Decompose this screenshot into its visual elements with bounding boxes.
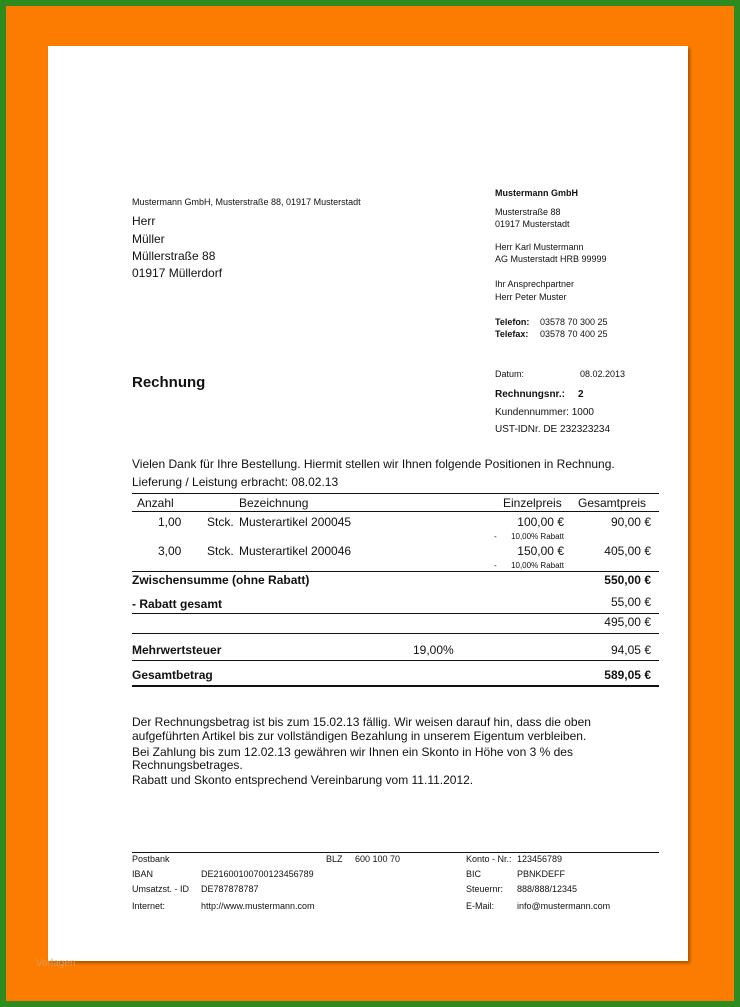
company-register: AG Musterstadt HRB 99999	[495, 254, 607, 264]
sender-line: Mustermann GmbH, Musterstraße 88, 01917 Musterstadt	[132, 197, 361, 207]
fax-value: 03578 70 400 25	[540, 329, 608, 339]
vat-label: Mehrwertsteuer	[132, 643, 222, 657]
footer-konto: 123456789	[517, 854, 563, 864]
footer-bic-label: BIC	[466, 869, 482, 879]
watermark-text: Vorlagen	[36, 958, 76, 969]
net-value: 495,00 €	[604, 615, 651, 629]
row1-qty: 1,00	[158, 515, 182, 529]
recipient-city: 01917 Müllerdorf	[132, 266, 223, 280]
subtotal-label: Zwischensumme (ohne Rabatt)	[132, 573, 310, 587]
invoice-number-value: 2	[578, 389, 584, 400]
total-label: Gesamtbetrag	[132, 668, 213, 682]
footer-rule	[132, 852, 659, 853]
invoice-page	[48, 46, 688, 961]
document-title: Rechnung	[132, 374, 206, 391]
note-line-2: aufgeführten Artikel bis zur vollständigen Bezahlung in unserem Eigentum verbleiben.	[132, 729, 587, 743]
table-header-rule	[132, 511, 659, 512]
row2-qty: 3,00	[158, 544, 182, 558]
company-city: 01917 Musterstadt	[495, 219, 570, 229]
col-header-unit: Einzelpreis	[503, 496, 562, 510]
date-value: 08.02.2013	[580, 369, 626, 379]
company-owner: Herr Karl Mustermann	[495, 242, 584, 252]
note-line-4: Rechnungsbetrages.	[132, 758, 243, 772]
recipient-name: Müller	[132, 232, 165, 246]
contact-label: Ihr Ansprechpartner	[495, 279, 575, 289]
col-header-total: Gesamtpreis	[578, 496, 647, 510]
row1-price: 100,00 €	[517, 515, 564, 529]
row1-discount-dash: -	[494, 532, 497, 541]
vat-id: UST-IDNr. DE 232323234	[495, 424, 611, 435]
footer-bank-label: Postbank	[132, 854, 170, 864]
discount-rule	[132, 613, 659, 614]
footer-iban-label: IBAN	[132, 869, 154, 879]
row2-unit-type: Stck.	[207, 544, 234, 558]
total-value: 589,05 €	[604, 668, 651, 682]
row2-discount-dash: -	[494, 561, 497, 570]
vat-value: 94,05 €	[610, 643, 651, 657]
col-header-qty: Anzahl	[137, 496, 174, 510]
row2-price: 150,00 €	[517, 544, 564, 558]
note-line-1: Der Rechnungsbetrag ist bis zum 15.02.13 fällig. Wir weisen darauf hin, dass die oben	[132, 715, 591, 729]
customer-number: Kundennummer: 1000	[495, 407, 594, 418]
footer-ust-label: Umsatzst. - ID	[132, 884, 190, 894]
recipient-salutation: Herr	[132, 214, 156, 228]
row2-desc: Musterartikel 200046	[239, 544, 352, 558]
net-rule	[132, 633, 659, 634]
invoice-number-label: Rechnungsnr.:	[495, 389, 566, 400]
company-street: Musterstraße 88	[495, 207, 561, 217]
fax-label: Telefax:	[495, 329, 529, 339]
phone-value: 03578 70 300 25	[540, 317, 608, 327]
footer-blz: 600 100 70	[355, 854, 401, 864]
footer-steuer-label: Steuernr:	[466, 884, 504, 894]
subtotal-value: 550,00 €	[604, 573, 651, 587]
row1-desc: Musterartikel 200045	[239, 515, 352, 529]
vat-rate: 19,00%	[413, 643, 454, 657]
note-line-5: Rabatt und Skonto entsprechend Vereinbarung vom 11.11.2012.	[132, 773, 474, 787]
footer-web-label: Internet:	[132, 901, 166, 911]
total-rule	[132, 685, 659, 687]
footer-ust: DE787878787	[201, 884, 259, 894]
row1-total: 90,00 €	[610, 515, 651, 529]
footer-konto-label: Konto - Nr.:	[466, 854, 512, 864]
footer-blz-label: BLZ	[326, 854, 343, 864]
footer-mail-label: E-Mail:	[466, 901, 495, 911]
company-name: Mustermann GmbH	[495, 188, 579, 198]
row2-discount: 10,00% Rabatt	[511, 561, 564, 570]
footer-web: http://www.mustermann.com	[201, 901, 315, 911]
delivery-text: Lieferung / Leistung erbracht: 08.02.13	[132, 475, 339, 489]
row1-unit-type: Stck.	[207, 515, 234, 529]
recipient-street: Müllerstraße 88	[132, 249, 216, 263]
items-bottom-rule	[132, 571, 659, 572]
row1-discount: 10,00% Rabatt	[511, 532, 564, 541]
vat-rule	[132, 660, 659, 661]
footer-steuer: 888/888/12345	[517, 884, 578, 894]
contact-name: Herr Peter Muster	[495, 292, 567, 302]
intro-text: Vielen Dank für Ihre Bestellung. Hiermit stellen wir Ihnen folgende Positionen in Rechnung.	[132, 457, 615, 471]
note-line-3: Bei Zahlung bis zum 12.02.13 gewähren wir Ihnen ein Skonto in Höhe von 3 % des	[132, 745, 573, 759]
discount-label: - Rabatt gesamt	[132, 597, 223, 611]
footer-iban: DE21600100700123456789	[201, 869, 314, 879]
footer-bic: PBNKDEFF	[517, 869, 566, 879]
row2-total: 405,00 €	[604, 544, 651, 558]
date-label: Datum:	[495, 369, 525, 379]
discount-value: 55,00 €	[610, 595, 651, 609]
col-header-desc: Bezeichnung	[239, 496, 309, 510]
footer-mail: info@mustermann.com	[517, 901, 611, 911]
table-top-rule	[132, 493, 659, 494]
phone-label: Telefon:	[495, 317, 530, 327]
